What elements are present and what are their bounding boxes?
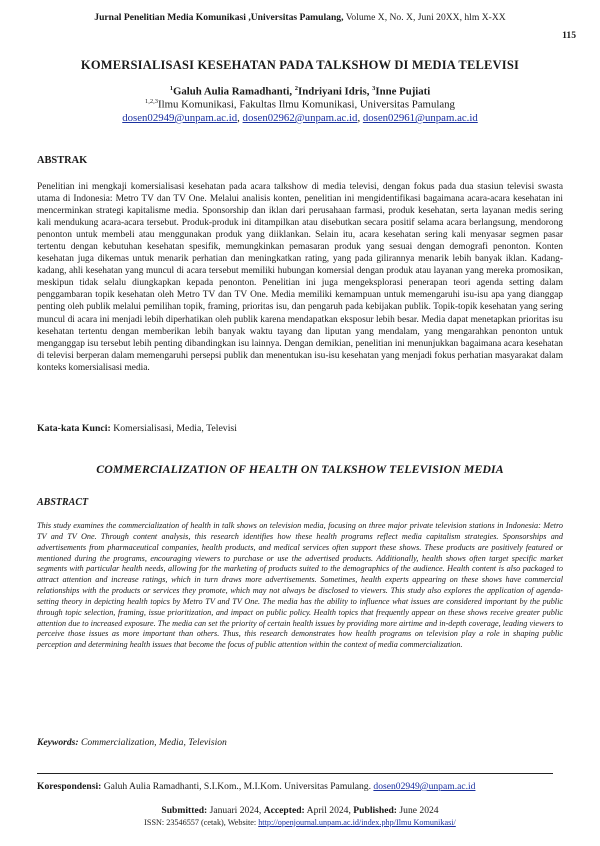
author-sup: 3	[372, 85, 376, 92]
author-name: Galuh Aulia Ramadhanti	[172, 85, 290, 98]
keywords-label: Kata-kata Kunci:	[37, 423, 111, 434]
abstrak-heading: ABSTRAK	[37, 155, 88, 166]
affiliation-text: Ilmu Komunikasi, Fakultas Ilmu Komunikasi, Universitas Pamulang	[158, 98, 455, 111]
page-number: 115	[562, 30, 576, 41]
keywords-indonesian	[37, 423, 237, 434]
correspondence-label: Korespondensi:	[37, 781, 102, 792]
keywords-label: Keywords:	[37, 737, 79, 748]
published-label: Published:	[353, 805, 398, 816]
journal-name: Jurnal Penelitian Media Komunikasi ,Universitas Pamulang,	[94, 12, 344, 23]
author-sup: 1	[169, 85, 173, 92]
journal-website-link[interactable]: http://openjournal.unpam.ac.id/index.php/Ilmu Komunikasi/	[258, 818, 456, 827]
submitted-label: Submitted:	[161, 805, 208, 816]
issn-website-line	[0, 818, 600, 827]
author-emails	[0, 112, 600, 124]
article-title-english: COMMERCIALIZATION OF HEALTH ON TALKSHOW TELEVISION MEDIA	[96, 462, 504, 476]
author-affiliation	[0, 98, 600, 111]
email-separator: ,	[237, 112, 243, 124]
affiliation-sup: 1,2,3	[145, 98, 159, 105]
abstract-body: This study examines the commercialization of health in talk shows on television media, focusing on three major private television stations in Indonesia: Metro TV and TV One. Through content analysis, this research identifies how these health programs reflect media capitalism strategies. Sponsorships and advertisements from pharmaceutical companies, health products, and medical services often support these shows. These products are positively featured or mentioned during the programs, encouraging viewers to purchase or use the advertised products. Additionally, health shows often target specific market segments with particular health needs, allowing for the marketing of products suited to the demographics of the audience. Health content is also packaged to attract attention and increase ratings, which in turn draws more advertisements. Sometimes, health experts appearing on these shows have commercial relationships with the products or services they promote, which may not always be disclosed to viewers. This study also explores the application of agenda-setting theory in depicting health topics by Metro TV and TV One. The media has the ability to influence what issues are considered important by the public through topic selection, framing, issue prioritization, and impact on public policy. Health topics that frequently appear on these shows receive greater public attention due to increased exposure. The media can set the priority of certain health issues by providing more airtime and in-depth coverage, leading viewers to perceive those issues as more important than others. Thus, this research demonstrates how health programs on television play a role in shaping public perception and determining health issues that become the focus of public attention within the context of media commercialization.	[37, 521, 563, 650]
correspondence-text: Galuh Aulia Ramadhanti, S.I.Kom., M.I.Kom. Universitas Pamulang.	[101, 781, 374, 792]
publication-dates	[0, 805, 600, 816]
submitted-date: Januari 2024,	[207, 805, 264, 816]
email-link[interactable]: dosen02961@unpam.ac.id	[362, 112, 478, 124]
accepted-date: April 2024,	[304, 805, 354, 816]
published-date: June 2024	[397, 805, 439, 816]
author-name: Inne Pujiati	[375, 85, 431, 98]
keywords-value: Komersialisasi, Media, Televisi	[110, 423, 237, 434]
abstract-heading: ABSTRACT	[37, 497, 89, 508]
email-link[interactable]: dosen02949@unpam.ac.id	[122, 112, 238, 124]
footnote-divider	[37, 773, 553, 774]
abstrak-body: Penelitian ini mengkaji komersialisasi kesehatan pada acara talkshow di media televisi, dengan fokus pada dua stasiun televisi swasta utama di Indonesia: Metro TV dan TV One. Melalui analisis konten, penelitian ini mengidentifikasi bagaimana acara-acara kesehatan ini mencerminkan strategi kapitalisme media. Sponsorship dan iklan dari perusahaan farmasi, produk kesehatan, serta layanan medis sering kali mendukung acara-acara tersebut. Produk-produk ini ditampilkan atau disebutkan secara positif selama acara berlangsung, mendorong penonton untuk membeli atau menggunakan produk yang diiklankan. Selain itu, acara kesehatan sering kali menyasar segmen pasar tertentu dengan kebutuhan kesehatan spesifik, memungkinkan pemasaran produk yang sesuai dengan demografi penonton. Konten kesehatan juga dikemas untuk menarik perhatian dan meningkatkan rating, yang pada gilirannya menarik lebih banyak iklan. Kadang-kadang, ahli kesehatan yang muncul di acara tersebut memiliki hubungan komersial dengan produk atau layanan yang mereka promosikan, meskipun tidak selalu diungkapkan kepada penonton. Penelitian ini juga mengeksplorasi penerapan teori agenda setting dalam penggambaran topik kesehatan oleh Metro TV dan TV One. Media memiliki kemampuan untuk memengaruhi isu-isu apa yang dianggap penting oleh publik melalui pemilihan topik, framing, prioritas isu, dan pengaruh pada kebijakan publik. Topik-topik kesehatan yang sering muncul di acara ini menjadi lebih diperhatikan oleh publik karena mendapatkan eksposur lebih besar. Media dapat menetapkan prioritas isu kesehatan tertentu dengan memberikan lebih banyak waktu tayang dan liputan yang mendalam, yang mengarahkan penonton untuk menganggap isu tersebut lebih penting dibandingkan isu lainnya. Dengan demikian, penelitian ini menunjukkan bagaimana acara kesehatan di televisi berperan dalam memengaruhi persepsi publik dan menentukan isu-isu kesehatan yang menjadi fokus perhatian masyarakat dalam konteks komersialisasi media.	[37, 182, 563, 373]
accepted-label: Accepted:	[263, 805, 305, 816]
keywords-english	[37, 737, 227, 748]
issn-text: ISSN: 23546557 (cetak), Website:	[144, 818, 259, 827]
author-sup: 2	[294, 85, 299, 92]
keywords-value: Commercialization, Media, Television	[78, 737, 227, 748]
email-separator: ,	[357, 112, 363, 124]
correspondence-note	[37, 781, 475, 792]
author-name: Indriyani Idris	[298, 85, 367, 98]
author-list: $^1$Galuh Aulia Ramadhanti, $^2$Indriyani Idris, $^3$Inne Pujiati	[169, 85, 431, 98]
correspondence-email-link[interactable]: dosen02949@unpam.ac.id	[373, 781, 476, 792]
article-title-indonesian: KOMERSIALISASI KESEHATAN PADA TALKSHOW DI MEDIA TELEVISI	[80, 58, 520, 72]
journal-issue: Volume X, No. X, Juni 20XX, hlm X-XX	[343, 12, 506, 23]
email-link[interactable]: dosen02962@unpam.ac.id	[242, 112, 358, 124]
journal-running-header	[0, 12, 600, 23]
